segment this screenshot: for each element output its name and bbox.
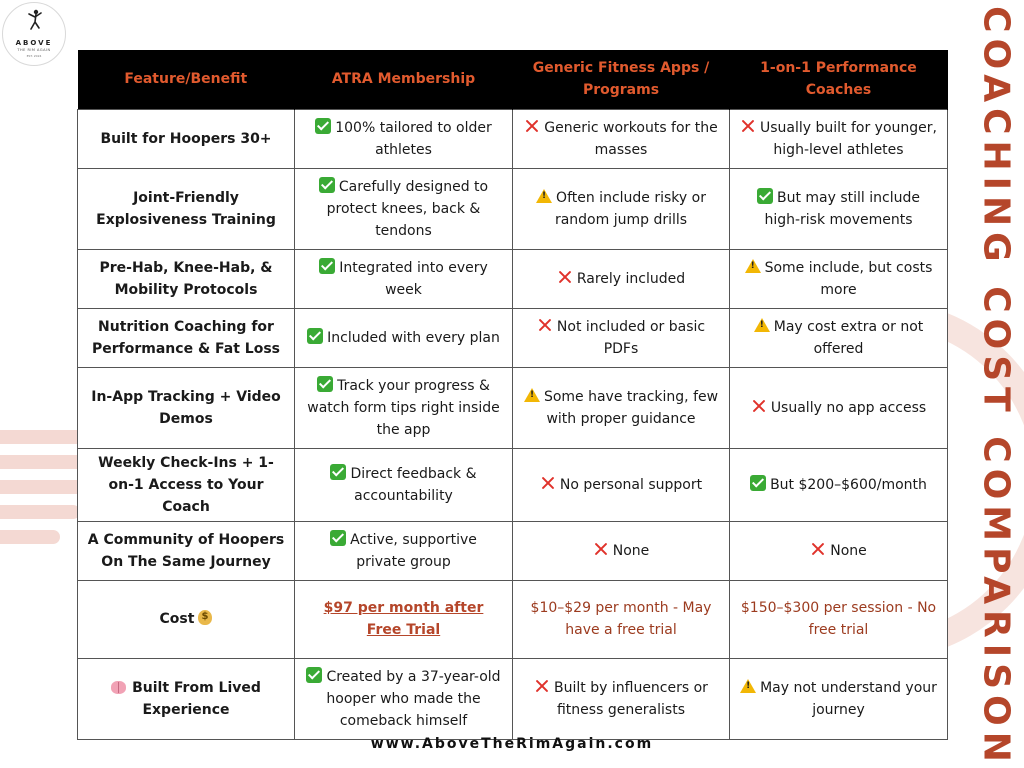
brand-logo[interactable] bbox=[2, 2, 66, 66]
cell-text: Some have tracking, few with proper guidance bbox=[543, 388, 719, 427]
footer-website-link[interactable]: www.AboveTheRimAgain.com bbox=[370, 736, 654, 752]
atra-cell bbox=[295, 168, 513, 249]
check-icon bbox=[307, 328, 323, 344]
warning-icon bbox=[745, 259, 761, 273]
cell-text: Carefully designed to protect knees, back & tendons bbox=[326, 178, 489, 239]
generic-cell bbox=[513, 658, 730, 739]
generic-cell bbox=[513, 367, 730, 448]
logo-est: EST. 2024 bbox=[26, 54, 42, 58]
cell-text: Rarely included bbox=[576, 270, 686, 287]
page-title: COACHING COST COMPARISON bbox=[975, 6, 1017, 768]
coach-cell bbox=[730, 448, 948, 521]
generic-cell bbox=[513, 109, 730, 168]
table-row bbox=[78, 658, 948, 739]
x-icon bbox=[751, 398, 767, 414]
cell-text: Included with every plan bbox=[327, 329, 500, 346]
header-coach: 1-on-1 Performance Coaches bbox=[730, 50, 948, 109]
player-silhouette-icon bbox=[25, 9, 45, 35]
atra-cost-link[interactable]: $97 per month after Free Trial bbox=[295, 580, 513, 658]
table-row-cost bbox=[78, 580, 948, 658]
feature-cell: In-App Tracking + Video Demos bbox=[78, 367, 295, 448]
table-row bbox=[78, 448, 948, 521]
x-icon bbox=[524, 118, 540, 134]
x-icon bbox=[593, 541, 609, 557]
atra-cell bbox=[295, 658, 513, 739]
generic-cell bbox=[513, 168, 730, 249]
cell-text: Built by influencers or fitness generalists bbox=[554, 679, 708, 718]
feature-cell: Pre-Hab, Knee-Hab, & Mobility Protocols bbox=[78, 249, 295, 308]
atra-cell bbox=[295, 448, 513, 521]
cell-text: None bbox=[830, 542, 867, 559]
cell-text: Active, supportive private group bbox=[350, 531, 477, 570]
generic-cell bbox=[513, 249, 730, 308]
atra-cell bbox=[295, 367, 513, 448]
deco-stripe bbox=[0, 505, 80, 519]
coach-cell bbox=[730, 367, 948, 448]
cell-text: But may still include high-risk movements bbox=[764, 189, 920, 228]
check-icon bbox=[319, 177, 335, 193]
table-row bbox=[78, 109, 948, 168]
cell-text: Created by a 37-year-old hooper who made the comeback himself bbox=[326, 668, 501, 729]
coach-cell bbox=[730, 308, 948, 367]
coach-cell bbox=[730, 521, 948, 580]
generic-cell bbox=[513, 308, 730, 367]
cell-text: Direct feedback & accountability bbox=[350, 465, 477, 504]
cell-text: Usually built for younger, high-level athletes bbox=[760, 119, 937, 158]
cell-text: Cost bbox=[159, 611, 195, 627]
table-row bbox=[78, 308, 948, 367]
logo-subtext: THE RIM AGAIN bbox=[17, 48, 51, 52]
check-icon bbox=[757, 188, 773, 204]
cell-text: Not included or basic PDFs bbox=[556, 318, 706, 357]
check-icon bbox=[750, 475, 766, 491]
cell-text: No personal support bbox=[559, 476, 703, 493]
table-header-row bbox=[78, 50, 948, 109]
logo-text: ABOVE bbox=[15, 39, 53, 47]
atra-cell bbox=[295, 249, 513, 308]
deco-stripe bbox=[0, 530, 60, 544]
atra-cell bbox=[295, 521, 513, 580]
cell-text: May not understand your journey bbox=[760, 679, 937, 718]
coach-cell bbox=[730, 168, 948, 249]
cell-text: Usually no app access bbox=[770, 399, 927, 416]
cell-text: Generic workouts for the masses bbox=[544, 119, 718, 158]
warning-icon bbox=[524, 388, 540, 402]
coach-cell bbox=[730, 109, 948, 168]
feature-cell: Built for Hoopers 30+ bbox=[78, 109, 295, 168]
feature-cell bbox=[78, 580, 295, 658]
cell-text: Integrated into every week bbox=[339, 259, 488, 298]
feature-cell: Weekly Check-Ins + 1-on-1 Access to Your Coach bbox=[78, 448, 295, 521]
check-icon bbox=[317, 376, 333, 392]
cell-text: But $200–$600/month bbox=[770, 476, 927, 493]
atra-cell bbox=[295, 109, 513, 168]
cell-text: None bbox=[612, 542, 650, 559]
check-icon bbox=[319, 258, 335, 274]
feature-cell: A Community of Hoopers On The Same Journey bbox=[78, 521, 295, 580]
cell-text: Track your progress & watch form tips right inside the app bbox=[307, 377, 500, 438]
feature-cell: Nutrition Coaching for Performance & Fat Loss bbox=[78, 308, 295, 367]
table-body bbox=[78, 109, 948, 739]
warning-icon bbox=[754, 318, 770, 332]
coach-cost-cell: $150–$300 per session - No free trial bbox=[730, 580, 948, 658]
table-row bbox=[78, 521, 948, 580]
table-row bbox=[78, 367, 948, 448]
cell-text: Some include, but costs more bbox=[764, 259, 933, 298]
coach-cell bbox=[730, 249, 948, 308]
cell-text: Built From Lived Experience bbox=[132, 679, 261, 718]
x-icon bbox=[557, 269, 573, 285]
generic-cost-cell: $10–$29 per month - May have a free trial bbox=[513, 580, 730, 658]
comparison-table bbox=[77, 50, 948, 740]
cell-text: Often include risky or random jump drills bbox=[554, 189, 706, 228]
atra-cell bbox=[295, 308, 513, 367]
cell-text: May cost extra or not offered bbox=[773, 318, 924, 357]
check-icon bbox=[330, 464, 346, 480]
feature-cell bbox=[78, 658, 295, 739]
logo-wordmark bbox=[3, 39, 65, 47]
x-icon bbox=[534, 678, 550, 694]
table-header bbox=[78, 50, 948, 109]
warning-icon bbox=[536, 189, 552, 203]
warning-icon bbox=[740, 679, 756, 693]
brain-icon bbox=[111, 681, 126, 694]
feature-cell: Joint-Friendly Explosiveness Training bbox=[78, 168, 295, 249]
side-title bbox=[968, 6, 1024, 768]
table-row bbox=[78, 168, 948, 249]
cell-text: 100% tailored to older athletes bbox=[335, 119, 492, 158]
generic-cell bbox=[513, 448, 730, 521]
check-icon bbox=[315, 118, 331, 134]
check-icon bbox=[330, 530, 346, 546]
generic-cell bbox=[513, 521, 730, 580]
money-bag-icon bbox=[198, 610, 212, 625]
x-icon bbox=[540, 475, 556, 491]
x-icon bbox=[810, 541, 826, 557]
header-atra: ATRA Membership bbox=[295, 50, 513, 109]
x-icon bbox=[740, 118, 756, 134]
header-feature: Feature/Benefit bbox=[78, 50, 295, 109]
x-icon bbox=[537, 317, 553, 333]
check-icon bbox=[306, 667, 322, 683]
table-row bbox=[78, 249, 948, 308]
header-generic: Generic Fitness Apps / Programs bbox=[513, 50, 730, 109]
coach-cell bbox=[730, 658, 948, 739]
